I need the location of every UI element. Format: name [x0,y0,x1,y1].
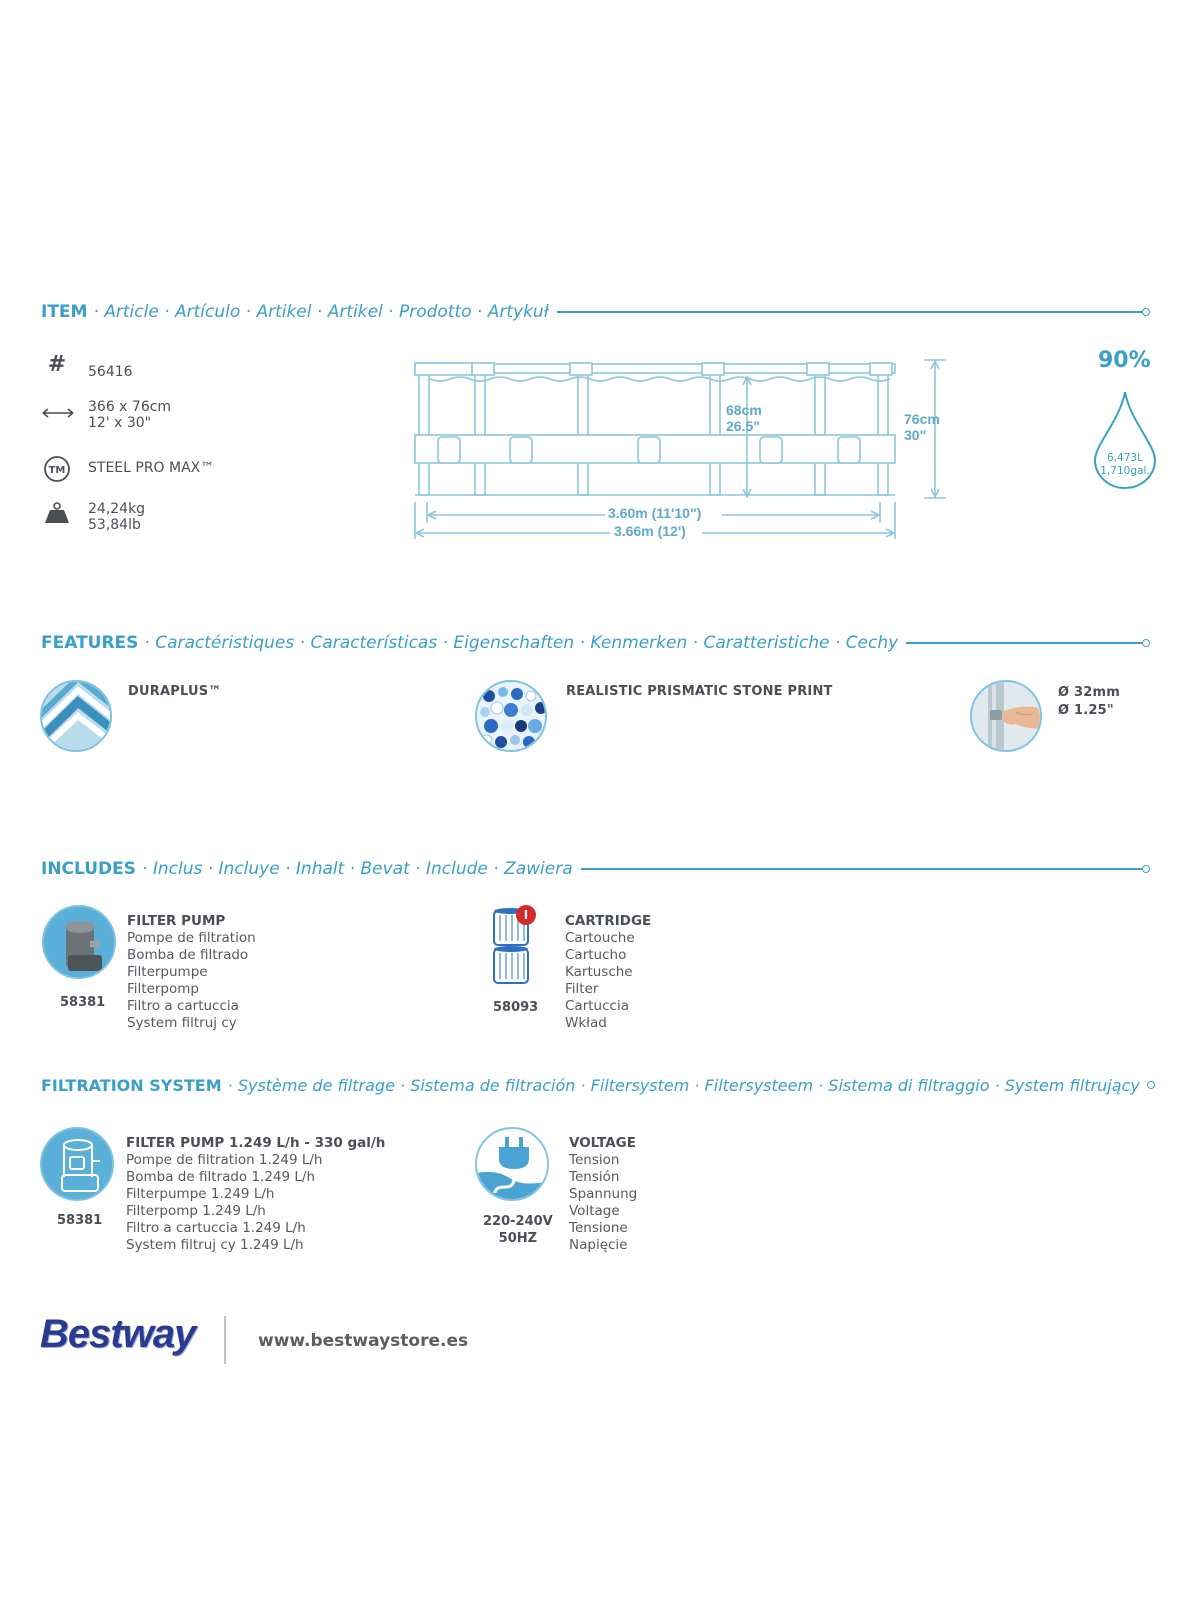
item-section-header [41,300,1150,324]
item-section-translations: · Article · Artículo · Artikel · Artikel · Prodotto · Artykuł [93,302,549,322]
section-rule-end-dot [1147,1081,1155,1089]
include-cartridge-line: Cartuccia [565,998,629,1014]
frequency-value: 50HZ [498,1231,538,1246]
include-pump-line: System filtruj cy [127,1015,237,1031]
filter-pump-icon [42,905,116,979]
filtration-voltage-text [569,1135,637,1254]
feature-duraplus: DURAPLUS™ [128,684,222,699]
include-cartridge-line: Filter [565,981,599,997]
include-cartridge-line: Kartusche [565,964,633,980]
include-pump-text [127,913,256,1032]
voltage-rating [483,1213,553,1247]
dimensions-metric: 366 x 76cm [88,399,172,415]
water-height-label [726,402,762,434]
filtration-voltage-line: Tensión [569,1169,620,1185]
filtration-pump-line: Filtro a cartuccia 1.249 L/h [126,1220,306,1236]
include-pump-line: Bomba de filtrado [127,947,249,963]
dimensions [88,399,171,431]
include-cartridge-text [565,913,651,1032]
include-cartridge-line: Wkład [565,1015,607,1031]
frame-pipe-icon [970,680,1042,752]
include-pump-line: Filterpumpe [127,964,208,980]
include-cartridge-line: Cartucho [565,947,627,963]
wall-height-label [904,411,940,443]
inner-diameter-label: 3.60m (11'10") [608,505,702,521]
stone-print-icon [475,680,547,752]
section-rule [581,868,1143,870]
filtration-voltage-line: Spannung [569,1186,638,1202]
voltage-value: 220-240V [483,1214,553,1229]
filtration-pump-title: FILTER PUMP 1.249 L/h - 330 gal/h [126,1135,386,1151]
capacity-gallons: 1,710gal. [1100,465,1150,477]
include-pump-line: Filterpomp [127,981,199,997]
capacity-percent: 90% [1098,348,1151,373]
weight-lb: 53,84lb [88,517,141,533]
section-rule-end-dot [1142,639,1150,647]
wall-height-in: 30" [904,427,927,443]
filtration-section-title: FILTRATION SYSTEM [41,1075,222,1095]
include-cartridge-title: CARTRIDGE [565,913,652,929]
dimensions-imperial: 12' x 30" [88,415,152,431]
filtration-pump-line: System filtruj cy 1.249 L/h [126,1237,304,1253]
includes-section-header [41,857,1150,881]
footer-divider [224,1316,226,1364]
features-section-translations: · Caractéristiques · Características · Eigenschaften · Kenmerken · Caratteristiche · Cechy [144,633,899,653]
store-url-link[interactable]: www.bestwaystore.es [258,1331,469,1351]
filtration-voltage-title: VOLTAGE [569,1135,636,1151]
weight-kg: 24,24kg [88,501,146,517]
include-pump-line: Pompe de filtration [127,930,256,946]
cartridge-type-badge: I [516,905,536,925]
cartridge-icon [490,903,540,993]
pump-outline-icon [40,1127,114,1201]
feature-pipe-diameter [1058,684,1120,720]
trademark-icon [42,455,72,487]
include-cartridge-line: Cartouche [565,930,635,946]
capacity-liters: 6,473L [1107,452,1143,464]
filtration-pump-text [126,1135,385,1254]
pipe-diameter-imperial: Ø 1.25" [1058,703,1114,718]
filtration-voltage-line: Voltage [569,1203,620,1219]
filtration-voltage-line: Tension [569,1152,620,1168]
filtration-section-translations: · Système de filtrage · Sistema de filtración · Filtersystem · Filtersysteem · Sistema di filtraggio · System filtrujący [227,1075,1140,1095]
weight [88,501,145,533]
brand-name: STEEL PRO MAX™ [88,460,215,476]
filtration-pump-line: Filterpomp 1.249 L/h [126,1203,266,1219]
filtration-code-pump: 58381 [57,1213,103,1228]
filtration-pump-line: Filterpumpe 1.249 L/h [126,1186,275,1202]
weight-icon [42,502,72,528]
duraplus-layers-icon [40,680,112,752]
pipe-diameter-metric: Ø 32mm [1058,685,1120,700]
section-rule [557,311,1143,313]
filtration-section-header [41,1073,1150,1097]
filtration-voltage-line: Tensione [569,1220,628,1236]
pool-diagram [410,355,970,555]
filtration-pump-line: Bomba de filtrado 1.249 L/h [126,1169,316,1185]
item-section-title: ITEM [41,302,88,322]
capacity-volume [1094,452,1156,478]
filtration-pump-line: Pompe de filtration 1.249 L/h [126,1152,323,1168]
filtration-voltage-line: Napięcie [569,1237,628,1253]
features-section-header [41,631,1150,655]
water-height-in: 26.5" [726,418,760,434]
feature-stone-print: REALISTIC PRISMATIC STONE PRINT [566,684,833,699]
svg-text:TM: TM [48,465,66,476]
include-pump-title: FILTER PUMP [127,913,226,929]
item-number: 56416 [88,364,133,380]
section-rule-end-dot [1142,308,1150,316]
include-pump-line: Filtro a cartuccia [127,998,239,1014]
bestway-logo: Bestway [40,1312,196,1356]
include-code-cartridge: 58093 [493,1000,539,1015]
section-rule-end-dot [1142,865,1150,873]
section-rule [906,642,1143,644]
water-height-cm: 68cm [726,402,762,418]
includes-section-translations: · Inclus · Incluye · Inhalt · Bevat · Include · Zawiera [142,859,573,879]
double-arrow-icon [42,404,72,423]
power-plug-icon [475,1127,549,1201]
include-code-pump: 58381 [60,995,106,1010]
features-section-title: FEATURES [41,633,139,653]
hash-icon: # [47,352,67,377]
wall-height-cm: 76cm [904,411,940,427]
includes-section-title: INCLUDES [41,859,137,879]
outer-diameter-label: 3.66m (12') [614,523,686,539]
